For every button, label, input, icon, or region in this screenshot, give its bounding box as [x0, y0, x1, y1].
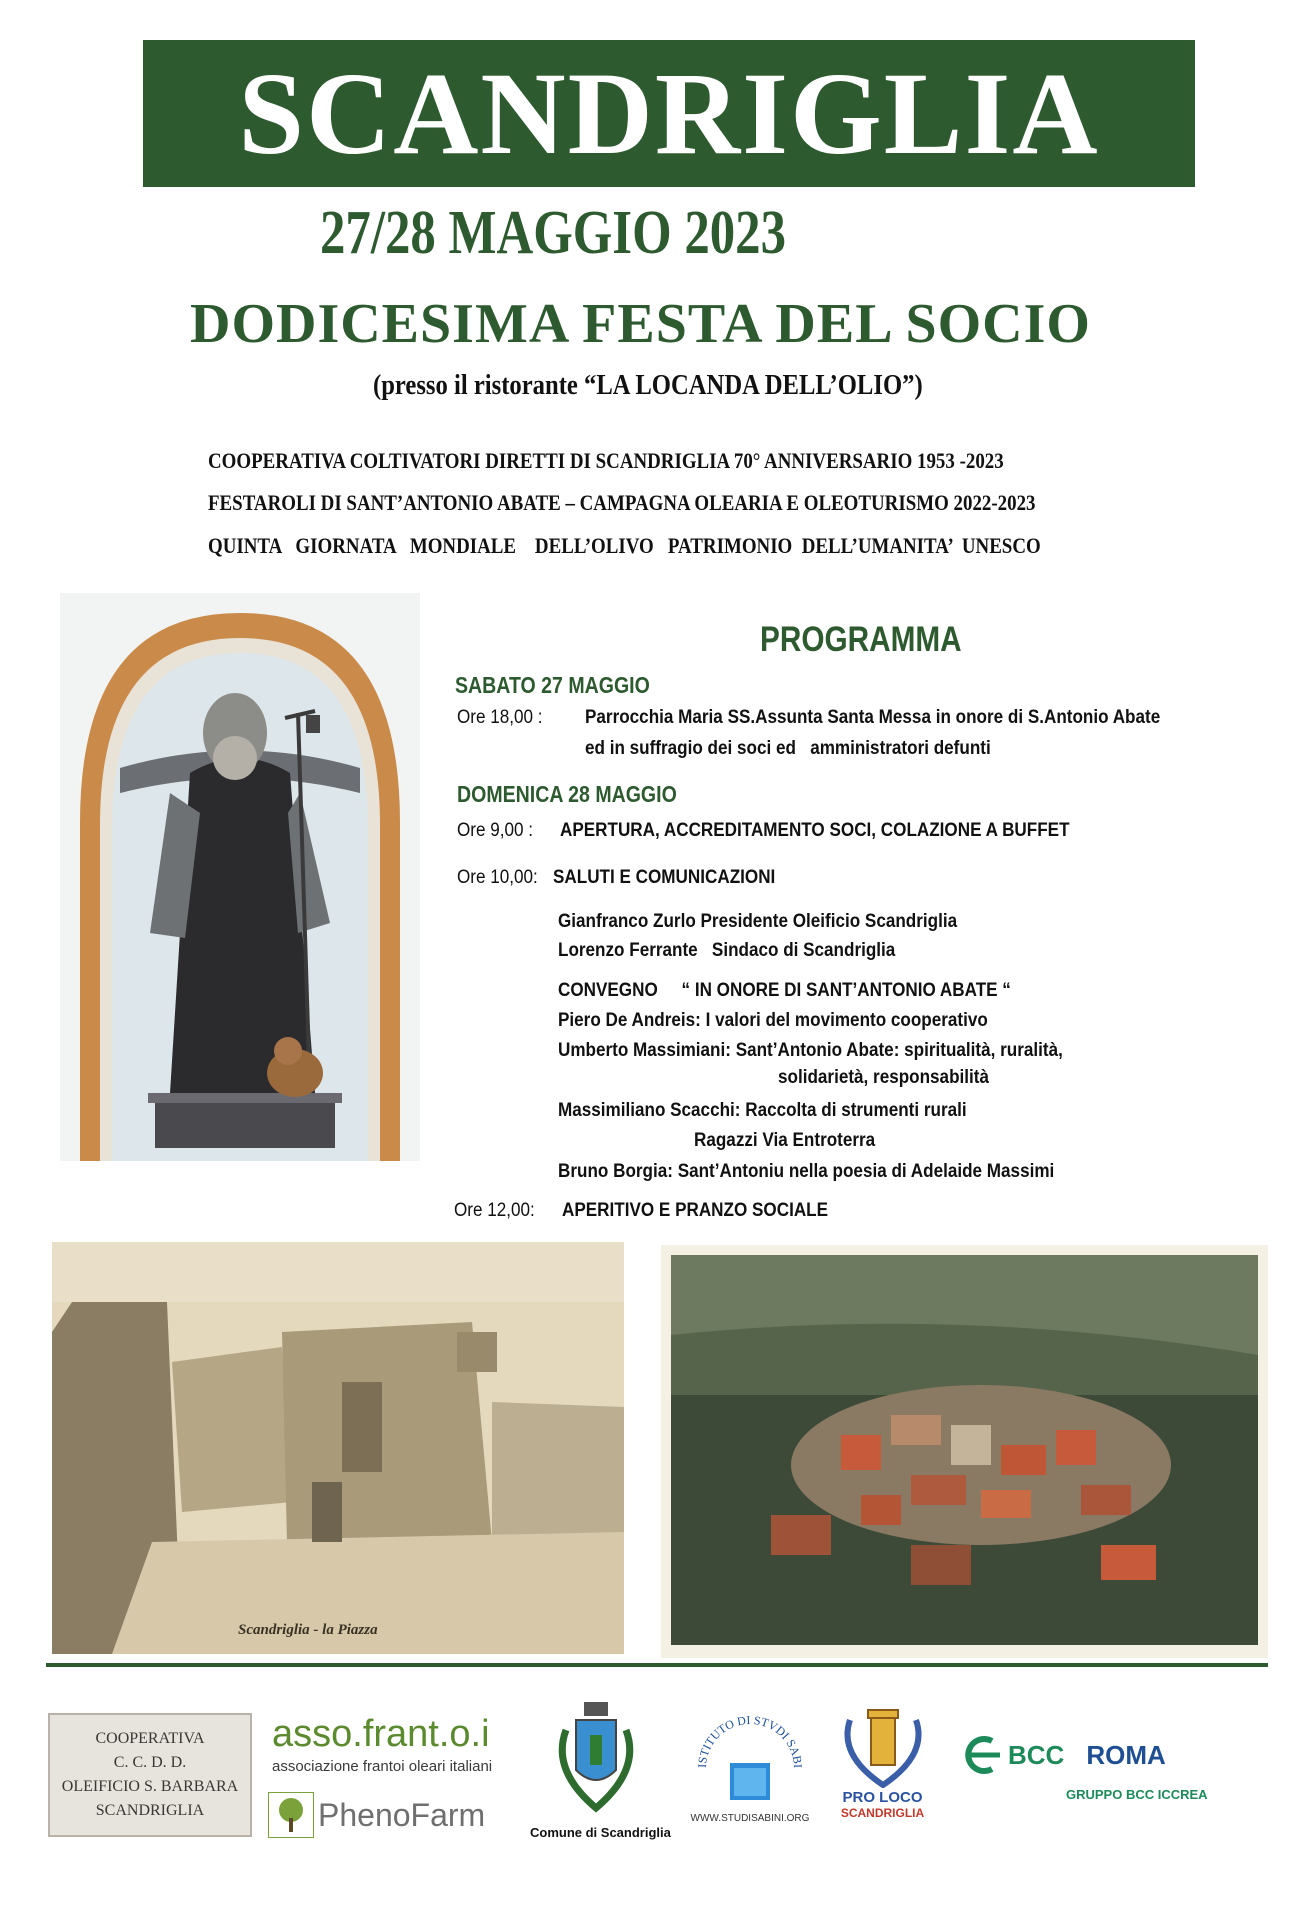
aerial-town-photo [661, 1245, 1268, 1658]
piazza-historic-photo [52, 1242, 624, 1654]
intro-line-2: FESTAROLI DI SANT’ANTONIO ABATE – CAMPAGNA OLEARIA E OLEOTURISMO 2022-2023 [208, 490, 1036, 515]
sunday-time-2: Ore 10,00: [457, 867, 538, 888]
talk-2: Umberto Massimiani: Sant’Antonio Abate: spiritualità, ruralità, [558, 1040, 1063, 1061]
page-title: SCANDRIGLIA [238, 47, 1100, 179]
bcc-label: BCC [1008, 1739, 1065, 1770]
saint-statue-photo [60, 593, 420, 1161]
event-dates: 27/28 MAGGIO 2023 [320, 199, 787, 267]
talk-1: Piero De Andreis: I valori del movimento cooperativo [558, 1010, 988, 1031]
title-banner [143, 40, 1195, 187]
istituto-url: WWW.STUDISABINI.ORG [690, 1813, 810, 1824]
intro-line-3: QUINTA GIORNATA MONDIALE DELL’OLIVO PATRIMONIO DELL’UMANITA’ UNESCO [208, 533, 1041, 558]
event-name: DODICESIMA FESTA DEL SOCIO [190, 293, 1091, 355]
sunday-heading: DOMENICA 28 MAGGIO [457, 781, 677, 807]
talk-3: Massimiliano Scacchi: Raccolta di strumenti rurali [558, 1100, 967, 1121]
phenofarm-logo [268, 1792, 485, 1838]
bcc-roma-logo [960, 1735, 1242, 1802]
sunday-event-2: SALUTI E COMUNICAZIONI [553, 867, 776, 888]
talk-4: Bruno Borgia: Sant’Antoniu nella poesia di Adelaide Massimi [558, 1161, 1055, 1182]
sunday-event-1: APERTURA, ACCREDITAMENTO SOCI, COLAZIONE A BUFFET [560, 820, 1070, 841]
comune-logo [530, 1700, 671, 1840]
saturday-event-line-2: ed in suffragio dei soci ed amministratori defunti [585, 738, 991, 759]
saturday-time: Ore 18,00 : [457, 707, 543, 728]
comune-name: Comune di Scandriglia [530, 1825, 671, 1840]
phenofarm-name: PhenoFarm [318, 1796, 486, 1833]
sunday-time-3: Ore 12,00: [454, 1200, 535, 1221]
sunday-time-1: Ore 9,00 : [457, 820, 534, 841]
intro-line-1: COOPERATIVA COLTIVATORI DIRETTI DI SCANDRIGLIA 70° ANNIVERSARIO 1953 -2023 [208, 448, 1004, 473]
assofrantoi-logo [272, 1713, 492, 1775]
venue-note: (presso il ristorante “LA LOCANDA DELL’OLIO”) [373, 370, 923, 401]
proloco-town: SCANDRIGLIA [840, 1806, 925, 1820]
programma-title: PROGRAMMA [760, 620, 962, 659]
proloco-logo [830, 1700, 935, 1820]
proloco-name: PRO LOCO [842, 1789, 923, 1806]
footer-divider [46, 1663, 1268, 1667]
istituto-name: ISTITUTO DI STVDI SABI [694, 1712, 806, 1769]
tower-laurel-icon [838, 1700, 928, 1788]
plaque-line-3: OLEIFICIO S. BARBARA [61, 1778, 239, 1795]
plaque-line-4: SCANDRIGLIA [95, 1802, 205, 1819]
bcc-group: GRUPPO BCC ICCREA [1066, 1787, 1208, 1802]
saturday-event-line-1: Parrocchia Maria SS.Assunta Santa Messa in onore di S.Antonio Abate [585, 707, 1161, 728]
saturday-heading: SABATO 27 MAGGIO [455, 672, 650, 698]
assofrantoi-subtitle: associazione frantoi oleari italiani [272, 1758, 493, 1775]
convegno-title: CONVEGNO “ IN ONORE DI SANT’ANTONIO ABATE “ [558, 980, 1011, 1001]
talk-3-cont: Ragazzi Via Entroterra [694, 1130, 876, 1151]
istituto-logo [690, 1708, 810, 1824]
olive-tree-icon [268, 1792, 314, 1838]
assofrantoi-name: asso.frant.o.i [272, 1713, 490, 1755]
speaker-1: Gianfranco Zurlo Presidente Oleificio Scandriglia [558, 911, 958, 932]
cooperative-plaque [48, 1713, 252, 1837]
bcc-logo-icon [960, 1735, 1004, 1775]
plaque-line-2: C. C. D. D. [113, 1754, 187, 1771]
sunday-event-3: APERITIVO E PRANZO SOCIALE [562, 1200, 829, 1221]
svg-text:ISTITUTO DI STVDI SABINI [694, 1708, 805, 1768]
plaque-line-1: COOPERATIVA [95, 1730, 205, 1747]
talk-2-cont: solidarietà, responsabilità [778, 1067, 989, 1088]
istituto-emblem-icon [694, 1708, 806, 1808]
coat-of-arms-icon [546, 1700, 646, 1820]
piazza-caption: Scandriglia - la Piazza [238, 1622, 378, 1638]
speaker-2: Lorenzo Ferrante Sindaco di Scandriglia [558, 940, 896, 961]
bcc-roma-label: ROMA [1086, 1739, 1166, 1770]
